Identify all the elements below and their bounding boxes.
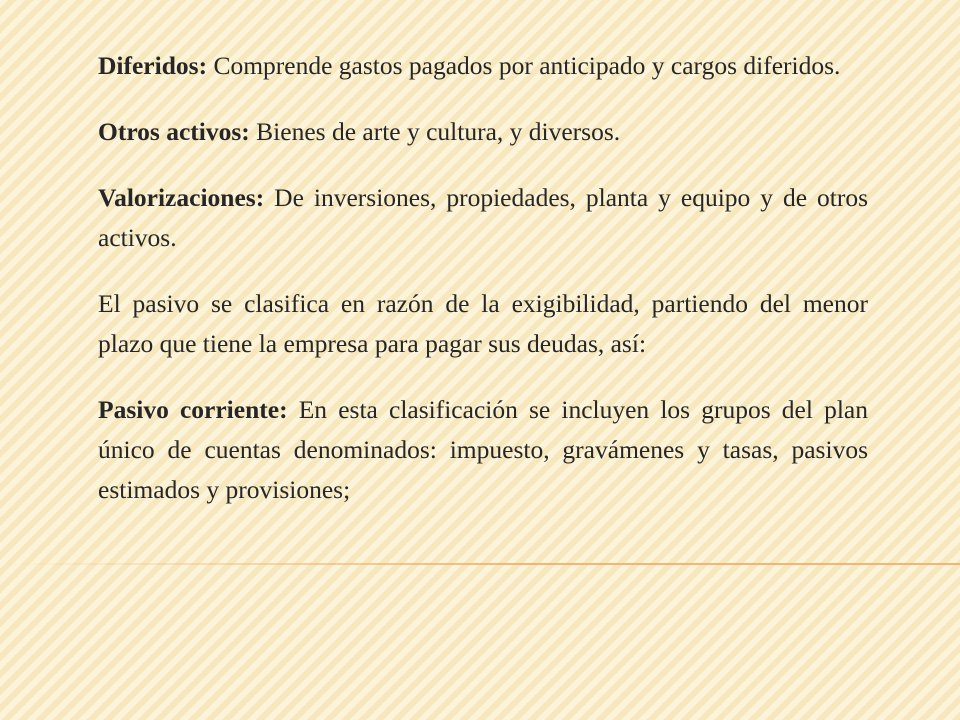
paragraph-valorizaciones [98,178,868,258]
paragraph-pasivo-intro [98,284,868,364]
paragraph-diferidos [98,46,868,86]
paragraph-pasivo-corriente [98,390,868,510]
slide-body [98,46,868,536]
text-diferidos: Comprende gastos pagados por anticipado y cargos diferidos. [213,51,841,80]
text-valorizaciones: De inversiones, propiedades, planta y equipo y de otros activos. [98,183,869,252]
term-valorizaciones: Valorizaciones: [98,183,265,212]
text-pasivo-corriente: En esta clasificación se incluyen los grupos del plan único de cuentas denominados: impuesto, gravámenes y tasas, pasivos estimados y provisiones; [98,395,869,504]
term-diferidos: Diferidos: [98,51,208,80]
term-otros-activos: Otros activos: [98,117,250,146]
text-otros-activos: Bienes de arte y cultura, y diversos. [256,117,621,146]
decorative-accent-line [0,563,960,565]
text-pasivo-intro: El pasivo se clasifica en razón de la exigibilidad, partiendo del menor plazo que tiene la empresa para pagar sus deudas, así: [98,289,868,358]
paragraph-otros-activos [98,112,868,152]
term-pasivo-corriente: Pasivo corriente: [98,395,288,424]
